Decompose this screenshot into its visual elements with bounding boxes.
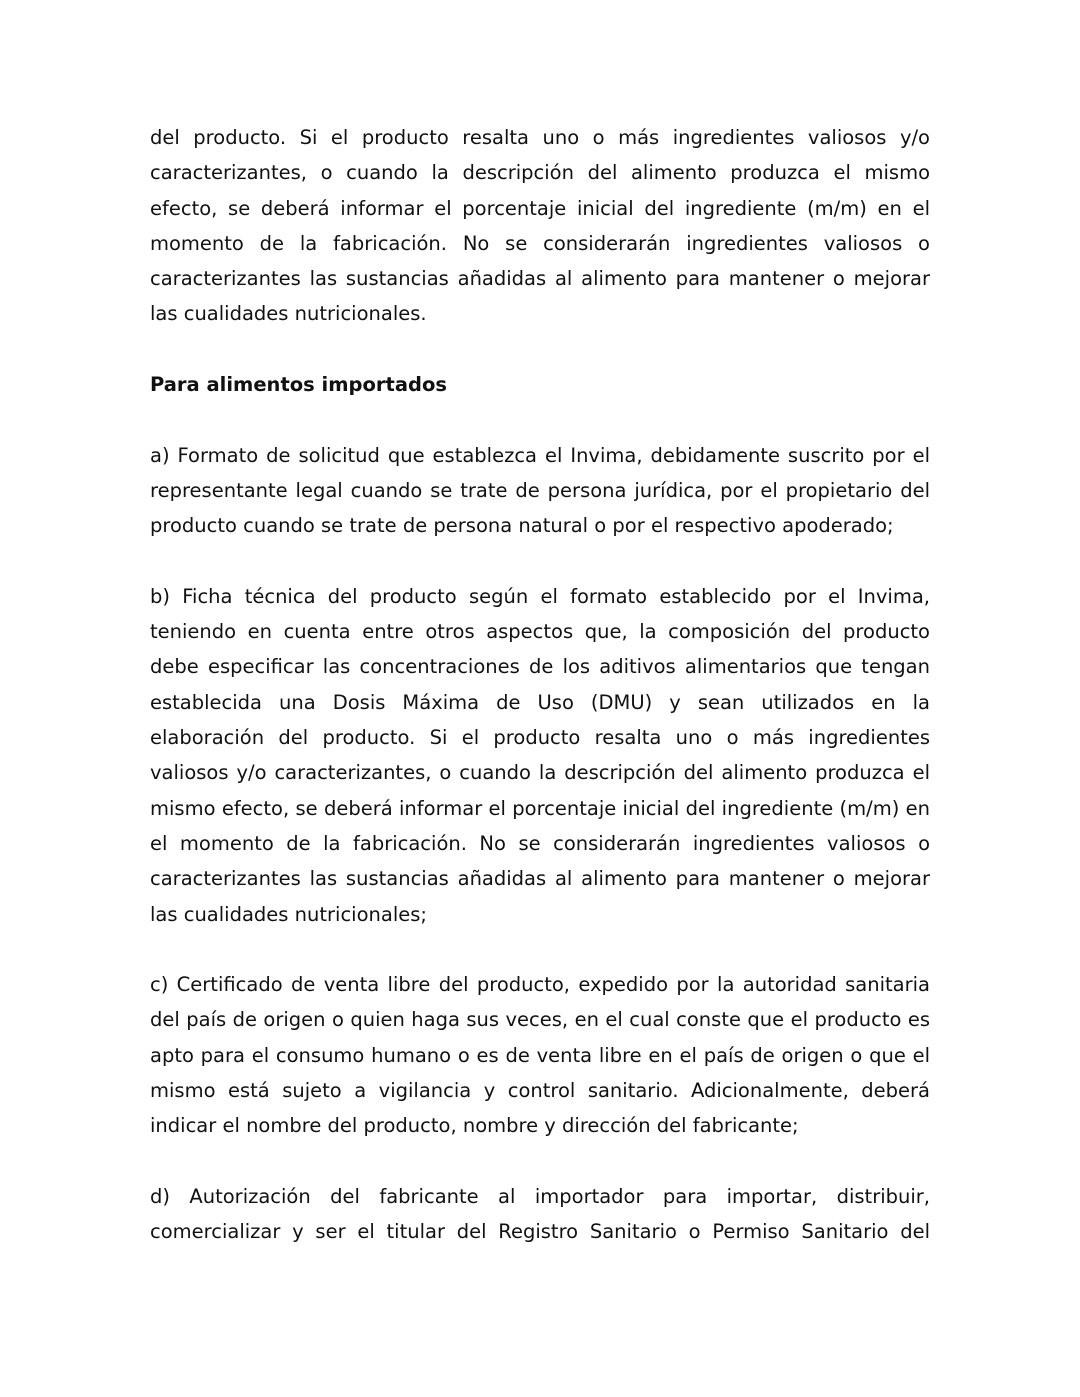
list-item-a: a) Formato de solicitud que establezca el Invima, debidamente suscrito por el representante legal cuando se trate de persona jurídica, por el propietario del producto cuando se trate de persona natural o por el respectivo apoderado; [150,443,930,538]
intro-paragraph: del producto. Si el producto resalta uno o más ingredientes valiosos y/o caracterizantes, o cuando la descripción del alimento produzca el mismo efecto, se deberá informar el porcentaje inicial del ingrediente (m/m) en el momento de la fabricación. No se considerarán ingredientes valiosos o caracterizantes las sustancias añadidas al alimento para mantener o mejorar las cualidades nutricionales. [150,126,930,326]
list-item-c: c) Certificado de venta libre del producto, expedido por la autoridad sanitaria del país de origen o quien haga sus veces, en el cual conste que el producto es apto para el consumo humano o es de venta libre en el país de origen o que el mismo está sujeto a vigilancia y control sanitario. Adicionalmente, deberá indicar el nombre del producto, nombre y dirección del fabricante; [150,973,930,1138]
document-page [150,120,930,1285]
section-heading: Para alimentos importados [150,373,447,397]
list-item-d: d) Autorización del fabricante al importador para importar, distribuir, comercializar y ser el titular del Registro Sanitario o Permiso Sanitario del [150,1184,930,1244]
list-item-b: b) Ficha técnica del producto según el formato establecido por el Invima, teniendo en cuenta entre otros aspectos que, la composición del producto debe especificar las concentraciones de los aditivos alimentarios que tengan establecida una Dosis Máxima de Uso (DMU) y sean utilizados en la elaboración del producto. Si el producto resalta uno o más ingredientes valiosos y/o caracterizantes, o cuando la descripción del alimento produzca el mismo efecto, se deberá informar el porcentaje inicial del ingrediente (m/m) en el momento de la fabricación. No se considerarán ingredientes valiosos o caracterizantes las sustancias añadidas al alimento para mantener o mejorar las cualidades nutricionales; [150,584,930,926]
